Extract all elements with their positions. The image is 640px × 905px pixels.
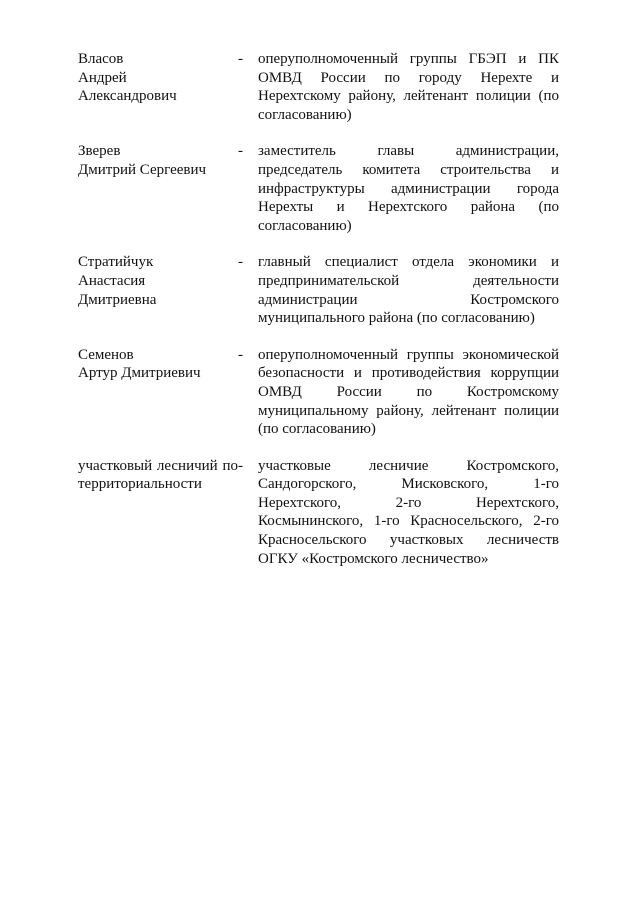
member-name	[78, 457, 238, 494]
member-patronymic: Александрович	[78, 88, 177, 105]
member-surname: Стратийчук	[78, 254, 154, 271]
member-first-name-patronymic: Артур Дмитриевич	[78, 365, 201, 382]
dash-separator: -	[238, 457, 243, 474]
member-entry	[78, 346, 559, 439]
member-position: главный специалист отдела экономики и предпринимательской деятельности администрации Костромского муниципального района (по согласованию)	[258, 254, 559, 327]
dash-separator: -	[238, 51, 243, 67]
member-first-name: Андрей	[78, 69, 127, 86]
member-name	[78, 346, 238, 383]
member-entry	[78, 50, 559, 124]
dash-separator: -	[238, 143, 243, 160]
member-patronymic: Дмитриевна	[78, 291, 157, 308]
member-entry	[78, 253, 559, 327]
member-position: оперуполномоченный группы ГБЭП и ПК ОМВД России по городу Нерехте и Нерехтскому району, лейтенант полиции (по согласованию)	[258, 51, 559, 123]
member-name	[78, 142, 238, 179]
member-position: участковые лесничие Костромского, Сандогорского, Мисковского, 1-го Нерехтского, 2-го Нерехтского, Космынинского, 1-го Красносельского, 2-го Красносельского участковых лесничеств ОГКУ «Костромского лесничество»	[258, 457, 559, 567]
dash-separator: -	[238, 254, 243, 271]
member-surname: Зверев	[78, 143, 121, 160]
member-name	[78, 50, 238, 106]
member-surname: Семенов	[78, 346, 134, 363]
member-title: участковый лесничий по территориальности	[78, 457, 238, 493]
dash-separator: -	[238, 346, 243, 363]
member-position: оперуполномоченный группы экономической безопасности и противодействия коррупции ОМВД России по Костромскому муниципальному району, лейтенант полиции (по согласованию)	[258, 346, 559, 438]
commission-member-list	[78, 50, 559, 568]
member-name	[78, 253, 238, 309]
member-entry	[78, 142, 559, 235]
member-first-name: Анастасия	[78, 272, 146, 289]
member-position: заместитель главы администрации, председатель комитета строительства и инфраструктуры администрации города Нерехты и Нерехтского района (по согласованию)	[258, 143, 559, 234]
member-surname: Власов	[78, 51, 124, 67]
member-entry	[78, 457, 559, 569]
member-first-name-patronymic: Дмитрий Сергеевич	[78, 161, 207, 178]
